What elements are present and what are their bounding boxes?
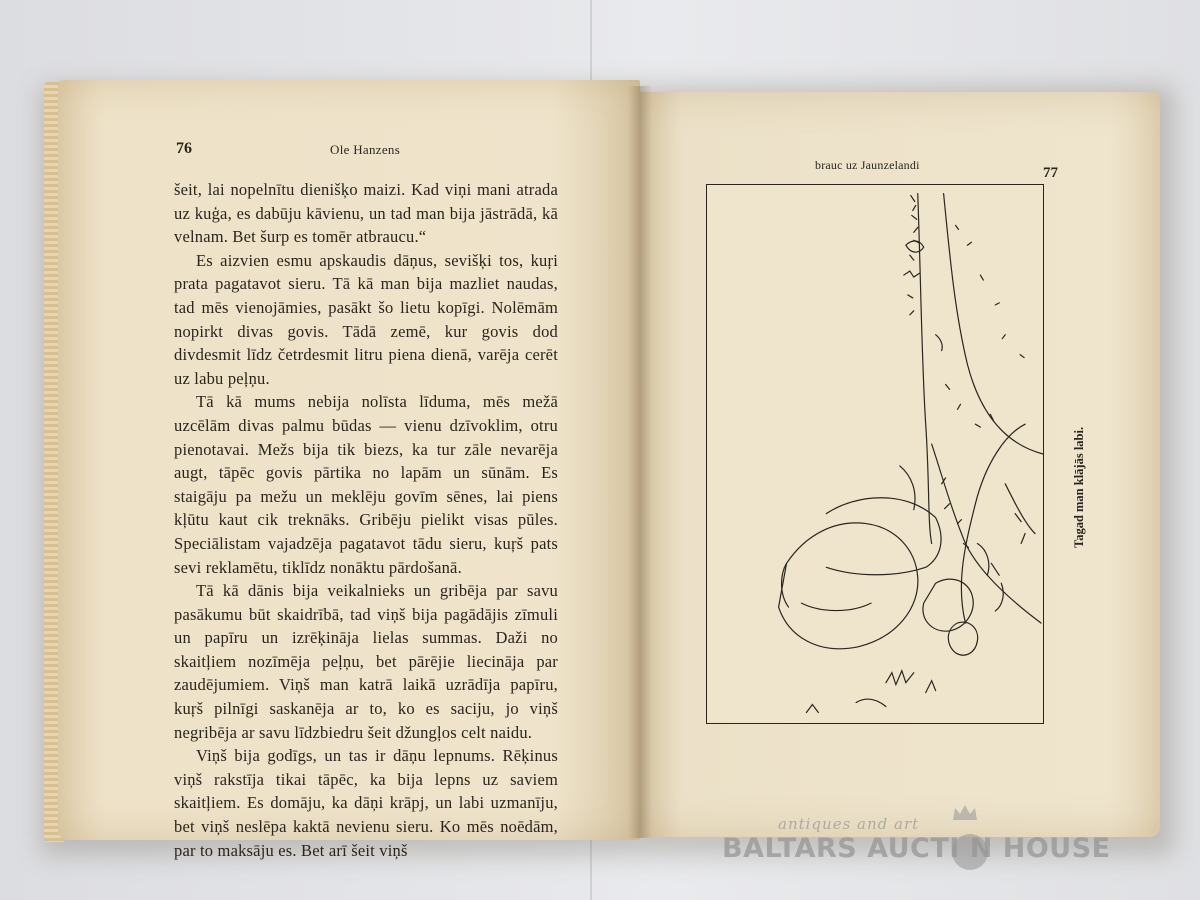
paragraph: Es aizvien esmu apskaudis dāņus, sevišķi tos, kuŗi prata pagatavot sieru. Tā kā man bija mazliet naudas, tad mēs vienojāmies, pasākt šo lietu kopīgi. Nolēmām nopirkt divas govis. Tādā zemē, kur govis dod divdesmit līdz četrdesmit litru piena dienā, varēja cerēt uz labu peļņu. [174, 250, 558, 388]
left-page-number: 76 [176, 140, 192, 157]
right-page-number: 77 [1043, 165, 1058, 181]
line-drawing-illustration-icon [707, 185, 1043, 723]
paragraph: Tā kā dānis bija veikalnieks un gribēja par savu pasākumu būt skaidrībā, tad viņš bija pagādājis zīmuli un papīru un izrēķināja lielas summas. Daži no skaitļiem nozīmēja peļņu, bet pārējie liecināja par zaudējumiem. Viņš man katrā laikā uzrādīja papīru, kuŗš pilnīgi saskanēja ar to, ko es saciju, jo viņš negribēja ar savu līdzbiedru šeit džungļos celt naidu. [174, 581, 558, 742]
caption-text: Tagad man klājās labi. [1072, 426, 1086, 548]
left-body-text [174, 178, 558, 862]
paragraph: Viņš bija godīgs, un tas ir dāņu lepnums. Rēķinus viņš rakstīja tikai tāpēc, ka bija lepns uz saviem skaitļiem. Es domāju, ka dāņi krāpj, un labi uzmanīju, bet viņš neslēpa kaktā nevienu sieru. Ko mēs noēdām, par to maksāju es. Bet arī šeit viņš [174, 746, 558, 860]
paragraph: šeit, lai nopelnītu dienišķo maizi. Kad viņi mani atrada uz kuģa, es dabūju kāvienu, un tad man bija jāstrādā, kā velnam. Bet šurp es tomēr atbraucu.“ [174, 180, 558, 247]
watermark-brand: BALTARS AUCTI N HOUSE [722, 833, 1111, 864]
watermark-tagline: antiques and art [778, 815, 920, 833]
left-running-header: Ole Hanzens [330, 142, 401, 157]
illustration [706, 184, 1044, 724]
paragraph: Tā kā mums nebija nolīsta līduma, mēs mežā uzcēlām divas palmu būdas — vienu dzīvoklim, otru pienotavai. Mežs bija tik biezs, ka tur zāle nevarēja augt, tāpēc govis pārtika no lapām un sūnām. Es staigāju pa mežu un meklēju govīm sēnes, lai piens kļūtu kaut cik treknāks. Gribēju pielikt visas pūles. Speciālistam vajadzēja pagatavot tādu sieru, kuŗš pats sevi reklamētu, tiklīdz nonāktu pārdošanā. [174, 392, 558, 577]
illustration-caption [1072, 388, 1086, 548]
crown-icon [952, 804, 978, 822]
book-gutter [628, 86, 652, 838]
right-running-header: brauc uz Jaunzelandi [815, 158, 920, 172]
